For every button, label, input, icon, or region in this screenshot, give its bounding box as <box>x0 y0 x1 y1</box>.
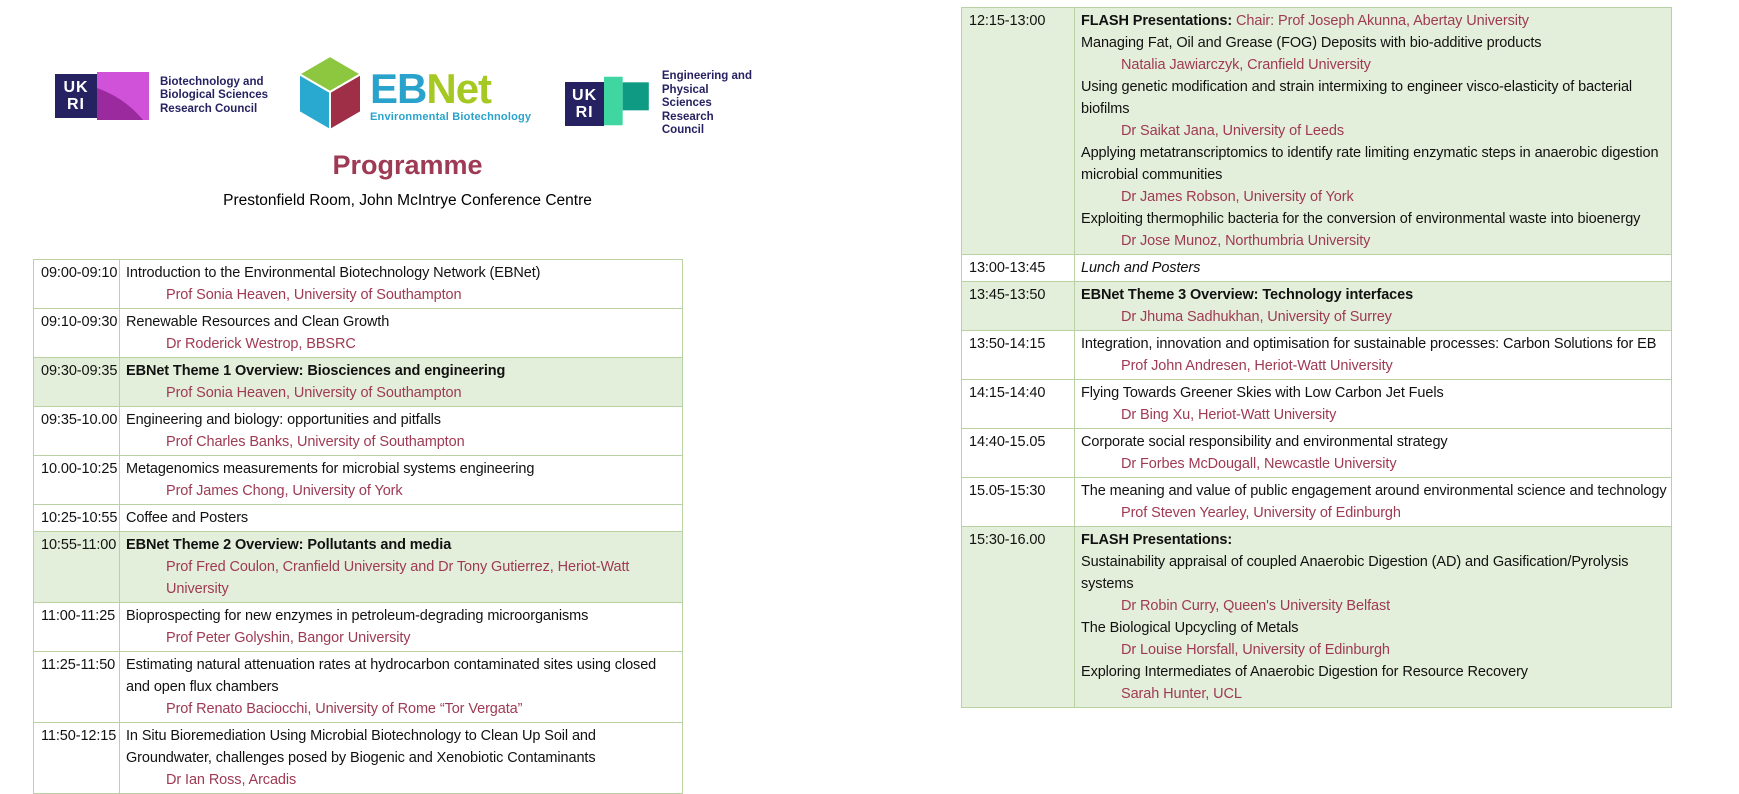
session-speaker: Prof John Andresen, Heriot-Watt University <box>1121 358 1393 374</box>
session-title: Flying Towards Greener Skies with Low Carbon Jet Fuels <box>1081 385 1444 401</box>
session-title: Engineering and biology: opportunities and pitfalls <box>126 412 441 428</box>
session-title: Bioprospecting for new enzymes in petroleum-degrading microorganisms <box>126 608 589 624</box>
session-title: FLASH Presentations: <box>1081 532 1233 548</box>
session-time: 15.05-15:30 <box>962 478 1075 526</box>
session-time: 11:50-12:15 <box>34 723 120 793</box>
ukri-bbsrc-logo <box>55 72 268 120</box>
council-line: Research Council <box>661 110 714 136</box>
bbsrc-council-name <box>160 76 268 117</box>
programme-row <box>34 309 682 358</box>
programme-table-afternoon <box>961 7 1672 708</box>
session-title: Metagenomics measurements for microbial systems engineering <box>126 461 535 477</box>
session-speaker: Prof Peter Golyshin, Bangor University <box>166 630 411 646</box>
session-title: Using genetic modification and strain intermixing to engineer visco-elasticity of bacterial biofilms <box>1081 79 1633 117</box>
session-title: EBNet Theme 3 Overview: Technology interfaces <box>1081 287 1414 303</box>
session-content <box>1075 331 1671 379</box>
ukri-epsrc-logo <box>565 70 755 138</box>
council-line: Biological Sciences <box>160 89 269 102</box>
session-speaker: Dr Roderick Westrop, BBSRC <box>166 336 356 352</box>
programme-table-morning <box>33 259 683 794</box>
session-title: Introduction to the Environmental Biotechnology Network (EBNet) <box>126 265 541 281</box>
session-content <box>1075 429 1671 477</box>
session-content <box>120 358 682 406</box>
session-content <box>120 652 682 722</box>
session-speaker: Dr Forbes McDougall, Newcastle University <box>1121 456 1397 472</box>
session-time: 09:30-09:35 <box>34 358 120 406</box>
programme-row <box>962 527 1671 707</box>
session-time: 12:15-13:00 <box>962 8 1075 254</box>
session-title: Corporate social responsibility and environmental strategy <box>1081 434 1448 450</box>
ebnet-logo <box>298 55 531 131</box>
programme-row <box>34 603 682 652</box>
session-speaker: Prof Sonia Heaven, University of Southampton <box>166 287 462 303</box>
session-content <box>1075 478 1671 526</box>
ukri-letters: RI <box>67 96 85 113</box>
programme-row <box>962 8 1671 255</box>
session-content <box>1075 282 1671 330</box>
programme-row <box>34 456 682 505</box>
session-title: Exploiting thermophilic bacteria for the conversion of environmental waste into bioenergy <box>1081 211 1641 227</box>
council-line: Biotechnology and <box>160 75 264 88</box>
page-title: Programme <box>332 150 483 180</box>
session-title: Coffee and Posters <box>126 510 249 526</box>
session-content <box>120 407 682 455</box>
ebnet-tagline: Environmental Biotechnology <box>370 111 532 123</box>
session-title: Applying metatranscriptomics to identify rate limiting enzymatic steps in anaerobic digestion microbial communities <box>1081 145 1659 183</box>
session-title: Lunch and Posters <box>1081 260 1201 276</box>
session-title: Managing Fat, Oil and Grease (FOG) Deposits with bio-additive products <box>1081 35 1542 51</box>
session-content <box>1075 8 1671 254</box>
session-title <box>1081 10 1667 32</box>
session-time: 09:35-10.00 <box>34 407 120 455</box>
session-content <box>120 309 682 357</box>
programme-row <box>34 358 682 407</box>
ebnet-name-net: Net <box>426 65 492 112</box>
session-speaker: Prof Steven Yearley, University of Edinburgh <box>1121 505 1401 521</box>
session-time: 13:45-13:50 <box>962 282 1075 330</box>
session-speaker: Prof Renato Baciocchi, University of Rome “Tor Vergata” <box>166 701 523 717</box>
session-title: In Situ Bioremediation Using Microbial Biotechnology to Clean Up Soil and Groundwater, challenges posed by Biogenic and Xenobiotic Contaminants <box>126 728 596 766</box>
session-speaker: Prof James Chong, University of York <box>166 483 403 499</box>
session-content <box>1075 527 1671 707</box>
session-speaker: Dr Jose Munoz, Northumbria University <box>1121 233 1371 249</box>
programme-row <box>962 282 1671 331</box>
session-title: Exploring Intermediates of Anaerobic Digestion for Resource Recovery <box>1081 664 1528 680</box>
session-title: Estimating natural attenuation rates at hydrocarbon contaminated sites using closed and open flux chambers <box>126 657 657 695</box>
bbsrc-shape-icon <box>97 72 149 120</box>
programme-row <box>962 478 1671 527</box>
session-speaker: Dr Bing Xu, Heriot-Watt University <box>1121 407 1337 423</box>
session-speaker: Dr James Robson, University of York <box>1121 189 1354 205</box>
session-time: 09:00-09:10 <box>34 260 120 308</box>
session-time: 09:10-09:30 <box>34 309 120 357</box>
ukri-mark-icon <box>55 74 97 118</box>
session-time: 10:25-10:55 <box>34 505 120 531</box>
page-subtitle: Prestonfield Room, John McIntrye Conference Centre <box>223 192 592 209</box>
session-time: 14:40-15.05 <box>962 429 1075 477</box>
session-time: 15:30-16.00 <box>962 527 1075 707</box>
session-speaker: Dr Louise Horsfall, University of Edinburgh <box>1121 642 1390 658</box>
programme-row <box>34 505 682 532</box>
ebnet-name <box>370 65 531 112</box>
programme-row <box>962 380 1671 429</box>
session-time: 10.00-10:25 <box>34 456 120 504</box>
session-title: Sustainability appraisal of coupled Anaerobic Digestion (AD) and Gasification/Pyrolysis systems <box>1081 554 1629 592</box>
session-content <box>120 260 682 308</box>
session-title: EBNet Theme 1 Overview: Biosciences and engineering <box>126 363 506 379</box>
session-content <box>120 456 682 504</box>
ebnet-cube-icon <box>298 55 362 131</box>
council-line: Physical Sciences <box>661 83 712 109</box>
logo-strip <box>55 55 755 145</box>
session-content <box>120 603 682 651</box>
programme-row <box>962 331 1671 380</box>
session-title: Integration, innovation and optimisation for sustainable processes: Carbon Solutions for EB <box>1081 336 1657 352</box>
programme-row <box>962 429 1671 478</box>
session-speaker: Sarah Hunter, UCL <box>1121 686 1242 702</box>
ukri-letters: UK <box>572 86 598 104</box>
session-title: EBNet Theme 2 Overview: Pollutants and media <box>126 537 452 553</box>
session-time: 11:25-11:50 <box>34 652 120 722</box>
session-title: Renewable Resources and Clean Growth <box>126 314 390 330</box>
session-content <box>120 532 682 602</box>
ukri-letters: RI <box>575 103 594 121</box>
session-time: 13:50-14:15 <box>962 331 1075 379</box>
session-content <box>1075 255 1671 281</box>
ukri-mark-icon <box>565 82 604 126</box>
session-speaker: Natalia Jawiarczyk, Cranfield University <box>1121 57 1371 73</box>
council-line: Research Council <box>160 102 258 115</box>
ebnet-wordmark <box>370 65 532 123</box>
programme-row <box>34 723 682 793</box>
session-time: 13:00-13:45 <box>962 255 1075 281</box>
session-speaker: Dr Robin Curry, Queen's University Belfast <box>1121 598 1391 614</box>
programme-row <box>34 532 682 603</box>
session-title: The Biological Upcycling of Metals <box>1081 620 1299 636</box>
programme-row <box>34 407 682 456</box>
session-time: 14:15-14:40 <box>962 380 1075 428</box>
session-speaker: Dr Saikat Jana, University of Leeds <box>1121 123 1344 139</box>
session-content <box>120 723 682 793</box>
council-line: Engineering and <box>661 70 752 82</box>
session-speaker: Dr Jhuma Sadhukhan, University of Surrey <box>1121 309 1392 325</box>
session-time: 10:55-11:00 <box>34 532 120 602</box>
session-heading: FLASH Presentations: <box>1081 13 1237 29</box>
session-speaker: Prof Fred Coulon, Cranfield University and Dr Tony Gutierrez, Heriot-Watt University <box>166 559 630 597</box>
programme-row <box>962 255 1671 282</box>
epsrc-shape-icon <box>604 75 651 127</box>
ebnet-name-eb: EB <box>370 65 427 112</box>
epsrc-council-name <box>662 70 755 138</box>
session-content <box>120 505 682 531</box>
session-chair: Chair: Prof Joseph Akunna, Abertay University <box>1236 13 1529 29</box>
programme-row <box>34 652 682 723</box>
session-time: 11:00-11:25 <box>34 603 120 651</box>
ukri-letters: UK <box>63 79 89 96</box>
session-content <box>1075 380 1671 428</box>
session-speaker: Prof Charles Banks, University of Southampton <box>166 434 465 450</box>
session-title: The meaning and value of public engagement around environmental science and technology <box>1081 483 1667 499</box>
session-speaker: Dr Ian Ross, Arcadis <box>166 772 297 788</box>
programme-row <box>34 260 682 309</box>
session-speaker: Prof Sonia Heaven, University of Southampton <box>166 385 462 401</box>
